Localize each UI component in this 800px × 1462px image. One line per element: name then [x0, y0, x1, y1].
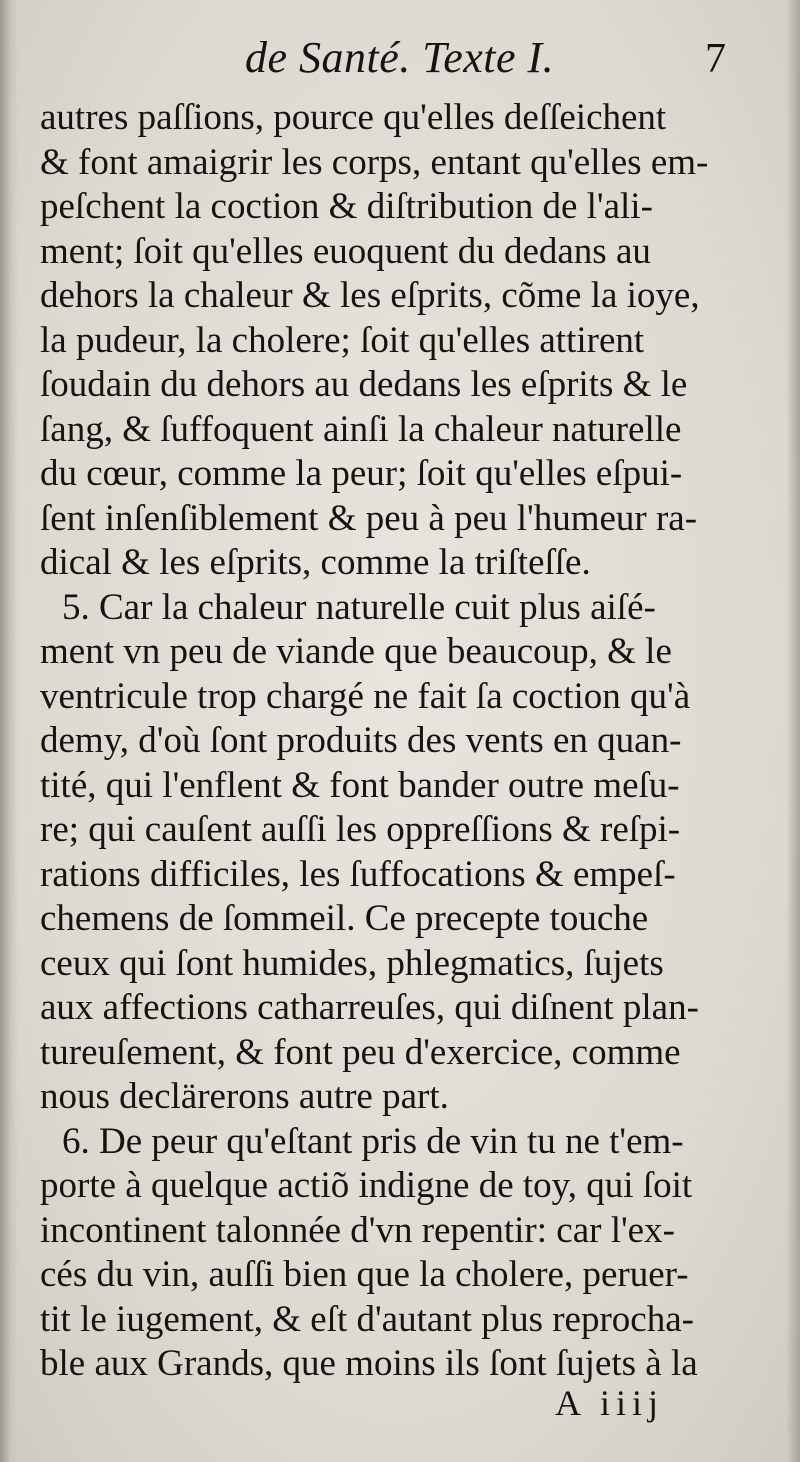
paragraph-5-start: 5. Car la chaleur naturelle cuit plus aiſé- [62, 586, 656, 628]
text-line: peſchent la coction & diſtribution de l'ali- [40, 186, 653, 227]
text-line: ment; ſoit qu'elles euoquent du dedans au [40, 230, 651, 272]
text-line: ventricule trop chargé ne fait ſa coction qu'à [40, 675, 691, 717]
page-number: 7 [705, 36, 726, 82]
text-line: & font amaigrir les corps, entant qu'elles em- [40, 141, 709, 183]
text-line: incontinent talonnée d'vn repentir: car l'ex- [40, 1209, 675, 1251]
text-line: cés du vin, auſſi bien que la cholere, peruer- [40, 1254, 689, 1295]
text-line: demy, d'où ſont produits des vents en quan- [40, 720, 682, 761]
text-line: dical & les eſprits, comme la triſteſſe. [40, 542, 591, 583]
text-line: re; qui cauſent auſſi les oppreſſions & reſpi- [40, 809, 681, 850]
text-line: rations difficiles, les ſuffocations & empeſ- [40, 853, 676, 895]
text-line: tit le iugement, & eſt d'autant plus reprocha- [40, 1298, 694, 1340]
page-edge-shadow-left [0, 0, 18, 1462]
text-line: du cœur, comme la peur; ſoit qu'elles eſpui- [40, 453, 683, 494]
text-line: ceux qui ſont humides, phlegmatics, ſujets [40, 942, 664, 984]
paragraph-6-start: 6. De peur qu'eſtant pris de vin tu ne t'em- [62, 1120, 684, 1162]
text-line: chemens de ſommeil. Ce precepte touche [40, 898, 649, 939]
signature-mark: A iiij [555, 1383, 665, 1423]
text-line: dehors la chaleur & les eſprits, cõme la ioye, [40, 275, 700, 316]
text-line: tureuſement, & font peu d'exercice, comme [40, 1031, 681, 1073]
text-line: la pudeur, la cholere; ſoit qu'elles attirent [40, 319, 645, 361]
page-edge-shadow-right [786, 0, 800, 1462]
text-line: ſent inſenſiblement & peu à peu l'humeur ra- [40, 497, 698, 539]
text-line: aux affections catharreuſes, qui diſnent plan- [40, 987, 699, 1028]
text-line: tité, qui l'enflent & font bander outre meſu- [40, 764, 680, 806]
body-text [40, 96, 762, 1387]
text-line: ſang, & ſuffoquent ainſi la chaleur naturelle [40, 408, 682, 450]
text-line: nous declärerons autre part. [40, 1076, 449, 1117]
running-head: de Santé. Texte I. [245, 33, 555, 82]
text-line: ble aux Grands, que moins ils ſont ſujets à la [40, 1343, 698, 1384]
text-line: ment vn peu de viande que beaucoup, & le [40, 631, 672, 672]
text-line: autres paſſions, pource qu'elles deſſeichent [40, 97, 667, 138]
text-line: ſoudain du dehors au dedans les eſprits & le [40, 364, 688, 405]
text-line: porte à quelque actiõ indigne de toy, qui ſoit [40, 1165, 693, 1206]
